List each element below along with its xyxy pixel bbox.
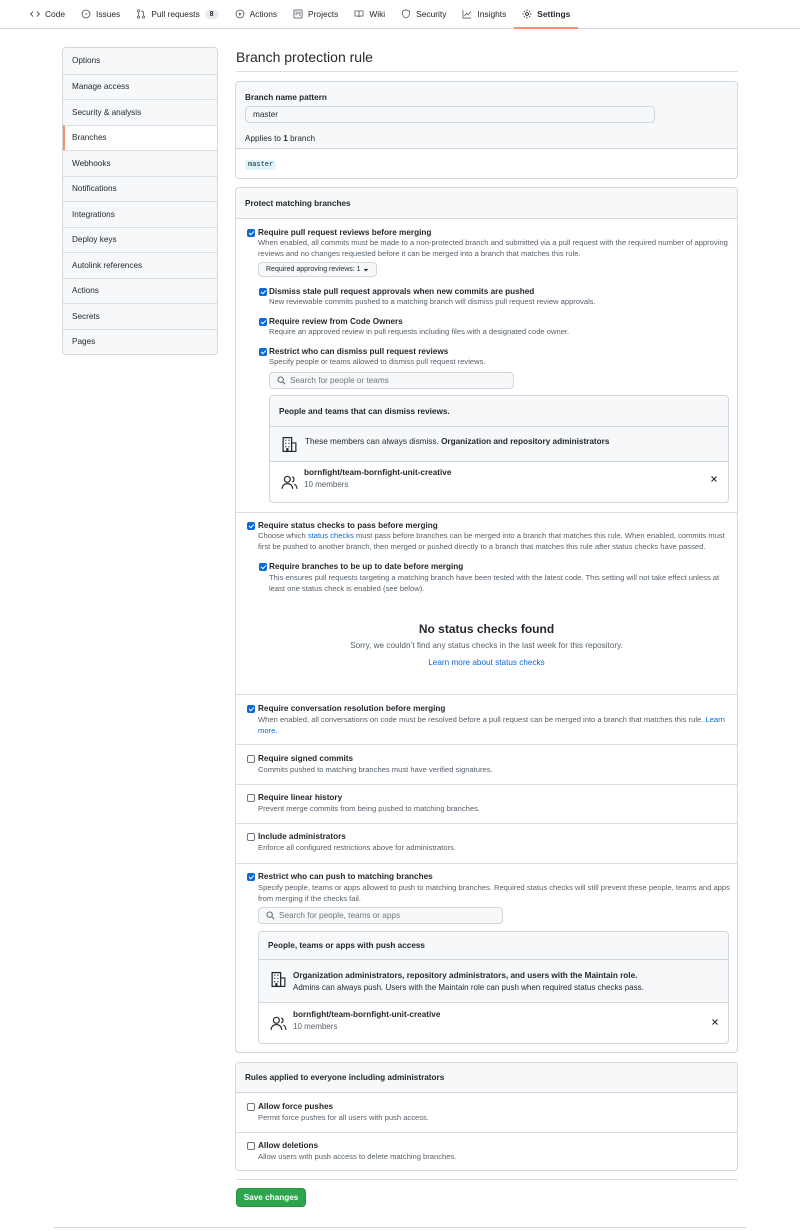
require-reviews-label: Require pull request reviews before merging — [258, 228, 432, 237]
page-title: Branch protection rule — [236, 49, 373, 65]
dismiss-admins-plain: These members can always dismiss. — [305, 437, 439, 446]
status-checks-divider — [236, 512, 737, 513]
restrict-push-note: Specify people, teams or apps allowed to push to matching branches. Required status checks will still prevent these people, teams and apps from merging if the checks fail. — [258, 883, 730, 903]
sidebar-item-branches[interactable] — [63, 125, 217, 151]
deletions-checkbox[interactable] — [247, 1142, 255, 1150]
deletions-label: Allow deletions — [258, 1141, 319, 1150]
push-admins-title: Organization administrators, repository administrators, and users with the Maintain role. — [293, 971, 638, 980]
applies-suffix: branch — [287, 134, 316, 143]
sidebar-item-webhooks[interactable] — [63, 150, 217, 176]
code-owners-checkbox[interactable] — [259, 318, 267, 326]
project-icon — [293, 9, 303, 19]
search-icon — [277, 376, 286, 385]
conversation-label: Require conversation resolution before merging — [258, 704, 446, 713]
force-push-checkbox[interactable] — [247, 1103, 255, 1111]
signed-commits-label: Require signed commits — [258, 754, 354, 763]
dismiss-search-input[interactable] — [269, 372, 514, 389]
save-changes-button[interactable]: Save changes — [236, 1188, 306, 1207]
dismiss-allowed-list — [269, 395, 729, 503]
dismiss-list-header: People and teams that can dismiss reviews. — [270, 396, 728, 427]
sidebar-item-label: Pages — [72, 337, 96, 347]
push-team-row — [259, 1004, 728, 1044]
dismiss-team-members: 10 members — [304, 480, 349, 489]
branch-pattern-box — [235, 81, 738, 179]
matched-branch — [245, 159, 276, 169]
dismiss-admins-text — [305, 437, 609, 446]
title-divider — [236, 71, 738, 72]
status-checks-note-before: Choose which — [258, 531, 308, 540]
code-icon — [30, 9, 40, 19]
issue-icon — [81, 9, 91, 19]
tab-code-label: Code — [45, 9, 66, 19]
up-to-date-checkbox[interactable] — [259, 563, 267, 571]
dismiss-admins-row — [270, 427, 728, 462]
status-checks-label: Require status checks to pass before merging — [258, 521, 438, 530]
require-reviews-checkbox[interactable] — [247, 229, 255, 237]
tab-wiki[interactable] — [346, 0, 393, 28]
push-team-members: 10 members — [293, 1022, 338, 1031]
sidebar-item-actions[interactable] — [63, 278, 217, 304]
dismiss-search-placeholder: Search for people or teams — [290, 376, 389, 385]
force-push-note: Permit force pushes for all users with push access. — [258, 1113, 429, 1122]
status-checks-checkbox[interactable] — [247, 522, 255, 530]
push-team-name: bornfight/team-bornfight-unit-creative — [293, 1010, 441, 1019]
sidebar-item-notifications[interactable] — [63, 176, 217, 202]
signed-commits-checkbox[interactable] — [247, 755, 255, 763]
sidebar-item-label: Manage access — [72, 82, 130, 92]
settings-sidebar — [62, 47, 218, 355]
dismiss-team-row — [270, 463, 728, 503]
conversation-note — [258, 715, 730, 737]
tab-actions[interactable] — [227, 0, 285, 28]
caret-down-icon — [363, 267, 369, 273]
play-icon — [235, 9, 245, 19]
linear-history-note: Prevent merge commits from being pushed to matching branches. — [258, 804, 481, 813]
up-to-date-note: This ensures pull requests targeting a matching branch have been tested with the latest code. This setting will not take effect unless at least one status check is enabled (see below). — [269, 573, 720, 593]
no-status-checks-text: Sorry, we couldn’t find any status checks in the last week for this repository. — [350, 641, 623, 650]
everyone-rules-header: Rules applied to everyone including administrators — [236, 1063, 737, 1093]
sidebar-item-pages[interactable] — [63, 329, 217, 355]
code-owners-label: Require review from Code Owners — [269, 317, 403, 326]
matched-branch-chip: master — [245, 160, 276, 170]
up-to-date-label: Require branches to be up to date before merging — [269, 562, 464, 571]
sidebar-item-label: Notifications — [72, 184, 117, 194]
restrict-dismiss-note: Specify people or teams allowed to dismiss pull request reviews. — [269, 357, 486, 366]
status-checks-note — [258, 531, 730, 553]
include-admins-checkbox[interactable] — [247, 833, 255, 841]
linear-history-checkbox[interactable] — [247, 794, 255, 802]
people-icon — [281, 474, 298, 491]
restrict-dismiss-label: Restrict who can dismiss pull request reviews — [269, 347, 449, 356]
sidebar-item-label: Secrets — [72, 311, 100, 321]
required-approvals-label: Required approving reviews: 1 — [266, 266, 361, 273]
push-list-header: People, teams or apps with push access — [259, 932, 728, 960]
tab-issues[interactable] — [73, 0, 128, 28]
remove-push-team-icon[interactable] — [711, 1018, 719, 1026]
no-status-checks-title: No status checks found — [418, 622, 555, 636]
tab-settings-label: Settings — [537, 9, 571, 19]
tab-security[interactable] — [393, 0, 454, 28]
admins-divider — [236, 823, 737, 824]
tab-issues-label: Issues — [96, 9, 121, 19]
conversation-learn-more-link[interactable]: Learn more. — [258, 715, 725, 735]
dismiss-stale-note: New reviewable commits pushed to a matching branch will dismiss pull request review approvals. — [269, 297, 596, 306]
protect-branches-box — [235, 187, 738, 1053]
force-push-label: Allow force pushes — [258, 1102, 334, 1111]
gear-icon — [522, 9, 532, 19]
status-checks-link[interactable]: status checks — [307, 531, 354, 540]
tab-projects[interactable] — [285, 0, 346, 28]
organization-icon — [270, 971, 287, 988]
sidebar-item-label: Integrations — [72, 209, 115, 219]
sidebar-item-label: Webhooks — [72, 158, 111, 168]
signed-divider — [236, 744, 737, 745]
restrict-push-label: Restrict who can push to matching branches — [258, 872, 433, 881]
sidebar-item-security-analysis[interactable] — [63, 99, 217, 125]
dismiss-stale-checkbox[interactable] — [259, 288, 267, 296]
push-admins-row — [259, 960, 728, 1003]
conversation-note-text: When enabled, all conversations on code must be resolved before a pull request can be merged into a branch that matches this rule. — [258, 715, 704, 724]
sidebar-item-secrets[interactable] — [63, 303, 217, 329]
status-checks-note-after: must pass before branches can be merged into a branch that matches this rule. When enabled, commits must first be pushed to another branch, then merged or pushed directly to a branch that matches this rule after status checks have passed. — [258, 531, 725, 551]
tab-insights[interactable] — [454, 0, 514, 28]
code-owners-note: Require an approved review in pull requests including files with a designated code owner. — [269, 327, 570, 336]
deletions-note: Allow users with push access to delete matching branches. — [258, 1152, 457, 1161]
applies-count: 1 — [283, 134, 288, 143]
organization-icon — [281, 436, 298, 453]
everyone-rules-box — [235, 1062, 738, 1171]
deletions-divider — [236, 1132, 737, 1133]
remove-dismiss-team-icon[interactable] — [710, 475, 718, 483]
learn-status-checks-link[interactable]: Learn more about status checks — [428, 658, 545, 667]
sidebar-item-label: Deploy keys — [72, 235, 117, 245]
sidebar-item-options[interactable] — [63, 48, 217, 74]
sidebar-item-manage-access[interactable] — [63, 74, 217, 100]
push-admins-sub: Admins can always push. Users with the Maintain role can push when required status checks pass. — [293, 983, 644, 992]
branch-pattern-label: Branch name pattern — [245, 93, 327, 102]
sidebar-item-integrations[interactable] — [63, 201, 217, 227]
push-search-placeholder: Search for people, teams or apps — [279, 911, 401, 920]
signed-commits-note: Commits pushed to matching branches must have verified signatures. — [258, 765, 493, 774]
search-icon — [266, 911, 275, 920]
include-admins-note: Enforce all configured restrictions above for administrators. — [258, 843, 456, 852]
tab-pull-requests-label: Pull requests — [151, 9, 200, 19]
applies-to-text — [245, 134, 315, 143]
graph-icon — [462, 9, 472, 19]
shield-icon — [401, 9, 411, 19]
tab-security-label: Security — [416, 9, 447, 19]
tab-projects-label: Projects — [308, 9, 339, 19]
tab-insights-label: Insights — [477, 9, 507, 19]
restrict-push-checkbox[interactable] — [247, 873, 255, 881]
pull-requests-count: 8 — [205, 10, 219, 19]
branch-pattern-input[interactable]: master — [245, 106, 655, 123]
dismiss-team-name: bornfight/team-bornfight-unit-creative — [304, 468, 452, 477]
actions-divider — [236, 1179, 738, 1180]
protect-branches-header: Protect matching branches — [236, 188, 737, 219]
pull-request-icon — [136, 9, 146, 19]
tab-actions-label: Actions — [249, 9, 278, 19]
dismiss-stale-label: Dismiss stale pull request approvals when new commits are pushed — [269, 287, 535, 296]
conversation-divider — [236, 694, 737, 695]
book-icon — [354, 9, 364, 19]
tab-code[interactable] — [22, 0, 73, 28]
people-icon — [270, 1015, 287, 1032]
linear-divider — [236, 784, 737, 785]
sidebar-item-label: Security & analysis — [72, 107, 142, 117]
tab-settings[interactable] — [514, 0, 578, 28]
restrict-push-divider — [236, 863, 737, 864]
sidebar-item-label: Options — [72, 56, 101, 66]
include-admins-label: Include administrators — [258, 832, 346, 841]
sidebar-item-autolink-references[interactable] — [63, 252, 217, 278]
footer-divider — [54, 1227, 746, 1228]
require-reviews-note: When enabled, all commits must be made to a non-protected branch and submitted via a pull request with the required number of approving reviews and no changes requested before it can be merged into a branch that matches this rule. — [258, 238, 728, 258]
required-approvals-dropdown[interactable] — [258, 262, 377, 277]
sidebar-item-deploy-keys[interactable] — [63, 227, 217, 253]
conversation-checkbox[interactable] — [247, 705, 255, 713]
sidebar-item-label: Autolink references — [72, 260, 143, 270]
linear-history-label: Require linear history — [258, 793, 343, 802]
dismiss-admins-bold: Organization and repository administrators — [441, 437, 610, 446]
push-search-input[interactable] — [258, 907, 503, 924]
applies-prefix: Applies to — [245, 134, 284, 143]
push-allowed-list — [258, 931, 729, 1044]
sidebar-item-label: Actions — [72, 286, 99, 296]
tab-wiki-label: Wiki — [369, 9, 386, 19]
repo-nav — [0, 0, 800, 29]
restrict-dismiss-checkbox[interactable] — [259, 348, 267, 356]
tab-pull-requests[interactable] — [128, 0, 226, 28]
sidebar-item-label: Branches — [72, 133, 107, 143]
